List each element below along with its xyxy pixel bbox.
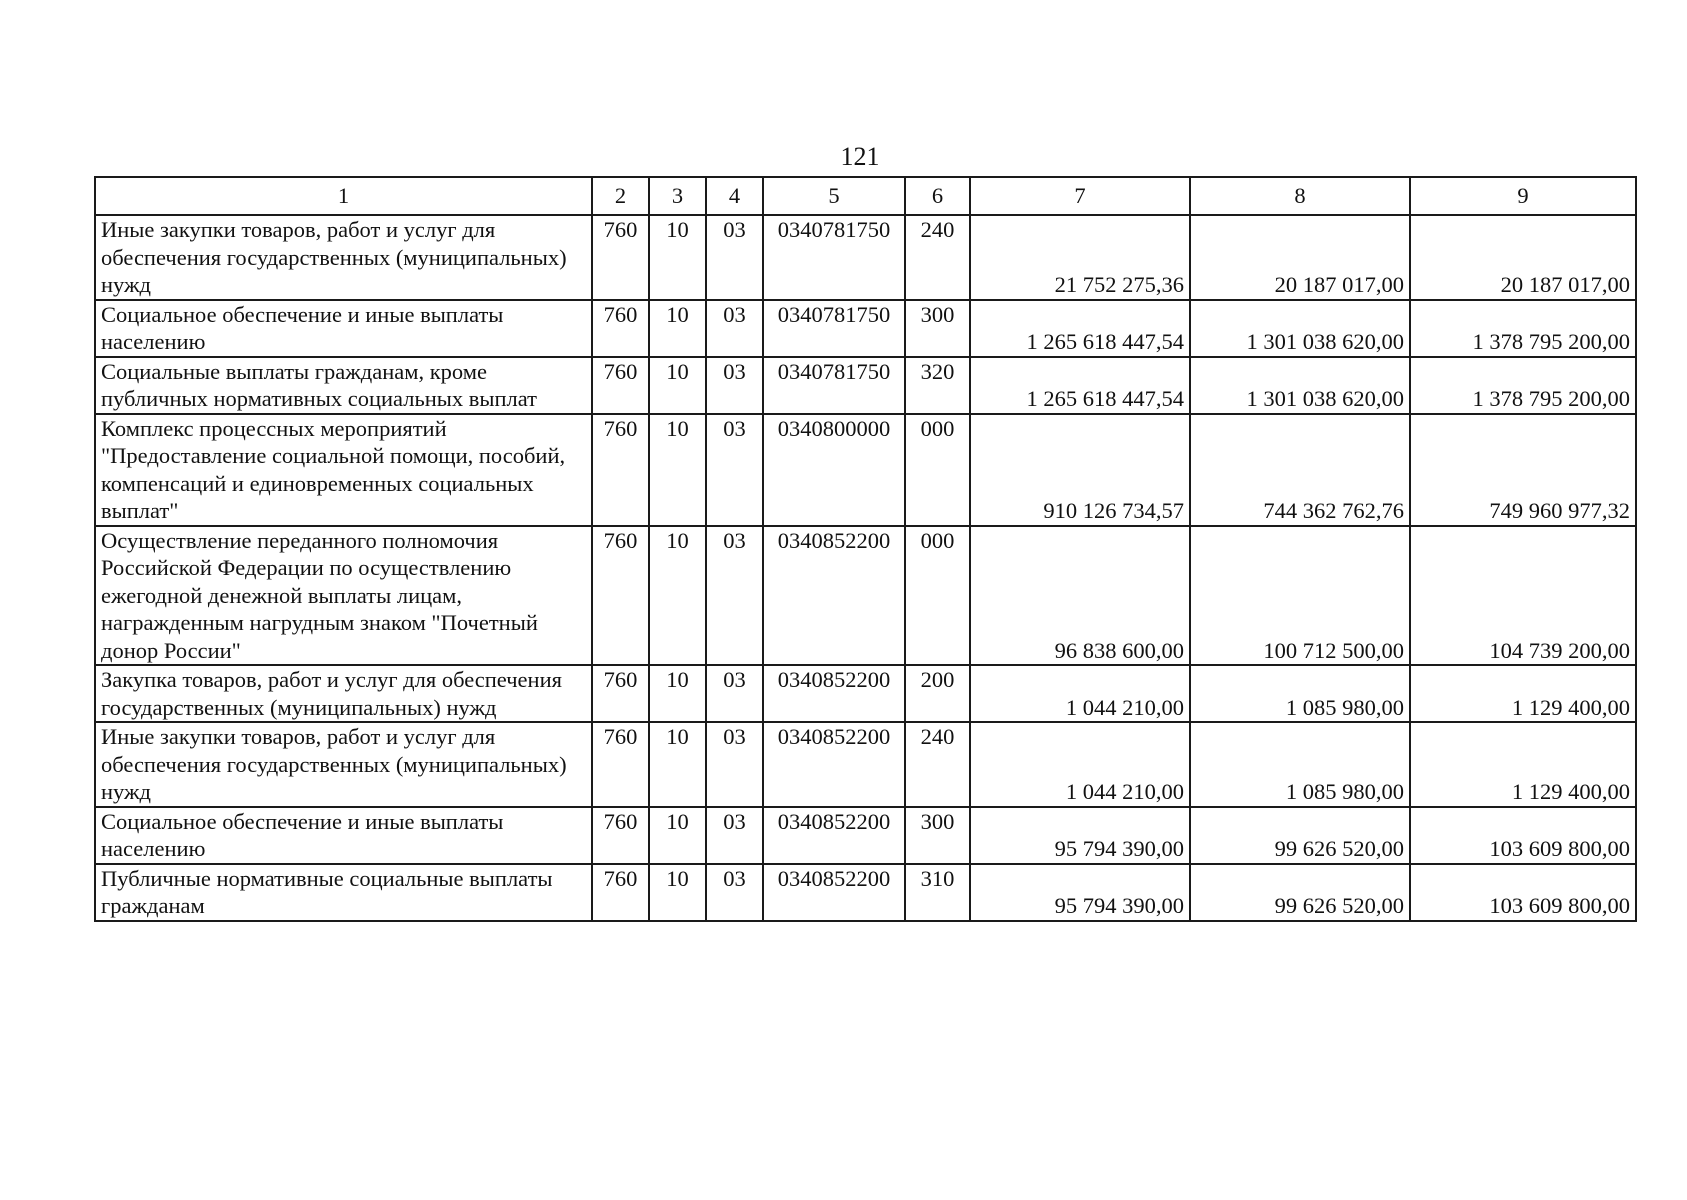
amount-col-8: 1 085 980,00	[1190, 722, 1410, 807]
code-target-article: 0340852200	[763, 665, 905, 722]
code-grbs: 760	[592, 300, 649, 357]
amount-col-8: 744 362 762,76	[1190, 414, 1410, 526]
code-section: 10	[649, 722, 706, 807]
amount-col-9: 1 129 400,00	[1410, 665, 1636, 722]
code-section: 10	[649, 807, 706, 864]
code-expense-type: 310	[905, 864, 970, 921]
code-target-article: 0340800000	[763, 414, 905, 526]
amount-col-7: 96 838 600,00	[970, 526, 1190, 666]
amount-col-9: 749 960 977,32	[1410, 414, 1636, 526]
amount-col-9: 1 378 795 200,00	[1410, 357, 1636, 414]
table-row	[95, 357, 1636, 414]
code-grbs: 760	[592, 526, 649, 666]
table-body	[95, 177, 1636, 921]
amount-col-7: 21 752 275,36	[970, 215, 1190, 300]
code-section: 10	[649, 215, 706, 300]
amount-col-9: 1 378 795 200,00	[1410, 300, 1636, 357]
amount-col-8: 99 626 520,00	[1190, 807, 1410, 864]
budget-table	[94, 176, 1637, 922]
code-grbs: 760	[592, 807, 649, 864]
code-grbs: 760	[592, 722, 649, 807]
code-expense-type: 000	[905, 526, 970, 666]
code-section: 10	[649, 357, 706, 414]
amount-col-7: 95 794 390,00	[970, 864, 1190, 921]
code-expense-type: 200	[905, 665, 970, 722]
amount-col-9: 20 187 017,00	[1410, 215, 1636, 300]
code-target-article: 0340852200	[763, 864, 905, 921]
code-section: 10	[649, 665, 706, 722]
table-row	[95, 665, 1636, 722]
amount-col-9: 103 609 800,00	[1410, 807, 1636, 864]
amount-col-7: 1 265 618 447,54	[970, 357, 1190, 414]
row-description: Социальное обеспечение и иные выплаты населению	[95, 807, 592, 864]
row-description: Публичные нормативные социальные выплаты гражданам	[95, 864, 592, 921]
code-subsection: 03	[706, 215, 763, 300]
column-header: 5	[763, 177, 905, 215]
code-expense-type: 240	[905, 215, 970, 300]
row-description: Осуществление переданного полномочия Российской Федерации по осуществлению ежегодной денежной выплаты лицам, награжденным нагрудным знаком "Почетный донор России"	[95, 526, 592, 666]
column-header: 1	[95, 177, 592, 215]
code-grbs: 760	[592, 414, 649, 526]
amount-col-9: 103 609 800,00	[1410, 864, 1636, 921]
amount-col-7: 1 044 210,00	[970, 722, 1190, 807]
code-expense-type: 240	[905, 722, 970, 807]
code-expense-type: 000	[905, 414, 970, 526]
column-header: 3	[649, 177, 706, 215]
row-description: Комплекс процессных мероприятий "Предоставление социальной помощи, пособий, компенсаций и единовременных социальных выплат"	[95, 414, 592, 526]
table-row	[95, 864, 1636, 921]
code-subsection: 03	[706, 864, 763, 921]
table-row	[95, 807, 1636, 864]
amount-col-7: 1 265 618 447,54	[970, 300, 1190, 357]
code-subsection: 03	[706, 807, 763, 864]
amount-col-7: 95 794 390,00	[970, 807, 1190, 864]
code-section: 10	[649, 526, 706, 666]
amount-col-8: 20 187 017,00	[1190, 215, 1410, 300]
column-header: 4	[706, 177, 763, 215]
code-expense-type: 320	[905, 357, 970, 414]
code-subsection: 03	[706, 526, 763, 666]
code-section: 10	[649, 864, 706, 921]
code-expense-type: 300	[905, 807, 970, 864]
code-subsection: 03	[706, 665, 763, 722]
column-header: 2	[592, 177, 649, 215]
table-row	[95, 722, 1636, 807]
amount-col-9: 1 129 400,00	[1410, 722, 1636, 807]
column-header: 9	[1410, 177, 1636, 215]
column-header: 6	[905, 177, 970, 215]
amount-col-8: 1 301 038 620,00	[1190, 357, 1410, 414]
code-target-article: 0340781750	[763, 357, 905, 414]
code-subsection: 03	[706, 300, 763, 357]
amount-col-8: 99 626 520,00	[1190, 864, 1410, 921]
column-number-row	[95, 177, 1636, 215]
code-subsection: 03	[706, 722, 763, 807]
table-row	[95, 300, 1636, 357]
row-description: Социальные выплаты гражданам, кроме публичных нормативных социальных выплат	[95, 357, 592, 414]
code-subsection: 03	[706, 414, 763, 526]
table-row	[95, 215, 1636, 300]
page-number: 121	[840, 142, 880, 171]
amount-col-7: 1 044 210,00	[970, 665, 1190, 722]
code-grbs: 760	[592, 357, 649, 414]
code-section: 10	[649, 300, 706, 357]
row-description: Иные закупки товаров, работ и услуг для обеспечения государственных (муниципальных) нужд	[95, 215, 592, 300]
amount-col-8: 100 712 500,00	[1190, 526, 1410, 666]
amount-col-8: 1 301 038 620,00	[1190, 300, 1410, 357]
row-description: Закупка товаров, работ и услуг для обеспечения государственных (муниципальных) нужд	[95, 665, 592, 722]
row-description: Иные закупки товаров, работ и услуг для обеспечения государственных (муниципальных) нужд	[95, 722, 592, 807]
column-header: 7	[970, 177, 1190, 215]
code-section: 10	[649, 414, 706, 526]
code-target-article: 0340852200	[763, 526, 905, 666]
code-expense-type: 300	[905, 300, 970, 357]
code-target-article: 0340852200	[763, 722, 905, 807]
code-grbs: 760	[592, 665, 649, 722]
amount-col-7: 910 126 734,57	[970, 414, 1190, 526]
code-target-article: 0340781750	[763, 300, 905, 357]
code-grbs: 760	[592, 215, 649, 300]
code-grbs: 760	[592, 864, 649, 921]
table-row	[95, 414, 1636, 526]
code-target-article: 0340781750	[763, 215, 905, 300]
amount-col-8: 1 085 980,00	[1190, 665, 1410, 722]
column-header: 8	[1190, 177, 1410, 215]
row-description: Социальное обеспечение и иные выплаты населению	[95, 300, 592, 357]
code-subsection: 03	[706, 357, 763, 414]
code-target-article: 0340852200	[763, 807, 905, 864]
table-row	[95, 526, 1636, 666]
amount-col-9: 104 739 200,00	[1410, 526, 1636, 666]
